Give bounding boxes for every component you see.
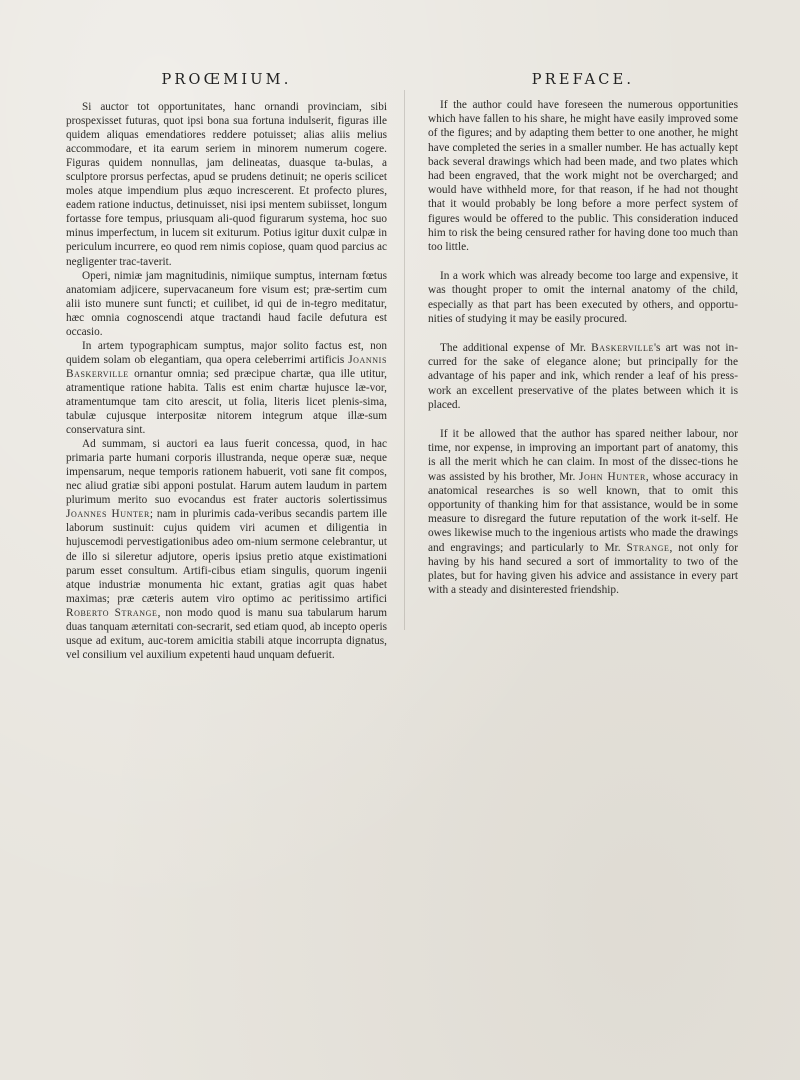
- english-p4-name-hunter: John Hunter: [579, 470, 646, 483]
- english-paragraph-3: [428, 341, 738, 412]
- latin-paragraph-3: [66, 339, 387, 437]
- latin-title: PROŒMIUM.: [161, 72, 292, 88]
- english-p3-name-baskerville: Baskerville: [591, 342, 654, 355]
- english-paragraph-4: [428, 427, 738, 597]
- latin-p4-name-strange: Roberto Strange: [66, 606, 158, 619]
- latin-p3-text-b: ornantur omnia; sed præcipue chartæ, qua ille utitur, atramentique ratione habita. Talis est enim chartæ hujusce læ-vor, atramentumque tam cito arescit, ut folia, literis licet plenis-sima, tabulæ cujusque interpositæ nitorem integrum atque illæ-sum conservatura sint.: [66, 367, 387, 437]
- column-divider: [404, 90, 405, 630]
- latin-p3-name-baskerville: Joannis Baskerville: [66, 353, 387, 380]
- latin-p4-text-b: ; nam in plurimis cada-veribus secandis partem ille laborum sustinuit: cujus quidem viri acumen et diligentia in hujuscemodi pervestigationibus adeo om-nium sermone celebrantur, ut de illo si sileretur adjutore, operis ipsius pretio atque existimationi parum esset consultum. Artifi-cibus etiam singulis, quorum ingenii atque industriæ monumenta hic extant, gratias agit quas habet maximas; præ cæteris autem viro optimo ac peritissimo artifici: [66, 508, 388, 605]
- english-paragraph-1: If the author could have foreseen the numerous opportunities which have fallen to his share, he might have easily improved some of the figures; and by adapting them better to one another, he might have completed the series in a smaller number. He has actually kept back several drawings which had been made, and two plates which had been engraved, that the work might not be overcharged; and would have withheld more, for that reason, if he had not thought that it would probably be long before a more perfect system of figures would be offered to the public. This consideration induced him to risk the being censured rather for having done too much than too little.: [428, 99, 738, 254]
- latin-p3-text-a: In artem typographicam sumptus, major solito factus est, non quidem solam ob elegantiam, qua opera celeberrimi artificis: [66, 339, 387, 366]
- english-p3-text-a: The additional expense of Mr.: [440, 342, 592, 355]
- latin-p4-text-c: , non modo quod is manu sua tabularum harum duas tanquam æternitati con-secrarit, sed etiam quod, ab incepto operis usque ad exitum, auc-torem amicitia stabili atque incorrupta dignatus, vel consilium vel auxilium expetenti haud unquam defuerit.: [66, 606, 387, 661]
- latin-paragraph-2: Operi, nimiæ jam magnitudinis, nimiique sumptus, internam fœtus anatomiam adjicere, supervacaneum fore visum est; præ-sertim cum alii isto munere sunt functi; et cuilibet, id qui de in-tegro meditatur, hæc omnia cognoscendi atque tractandi haud facile defutura est occasio.: [66, 269, 387, 338]
- english-p4-name-strange: Strange: [626, 541, 670, 554]
- english-p4-text-b: , whose accuracy in anatomical researches is so well known, that to omit this opportunity of thanking him for that assistance, would be in some measure to disregard the future reputation of the work it-self. He owes likewise much to the ingenious artists who made the drawings and engravings; and particularly to Mr.: [428, 470, 738, 554]
- english-column: [428, 72, 738, 613]
- english-p4-text-c: , not only for having by his hand secured a sort of immortality to two of the plates, but for having given his advice and assistance in every part with a steady and disinterested friendship.: [428, 541, 738, 597]
- english-title: PREFACE.: [531, 72, 635, 88]
- latin-column: [66, 72, 387, 662]
- english-p3-text-b: 's art was not in-curred for the sake of elegance alone; but principally for the advantage of his paper and ink, which render a leaf of his press-work an excellent preservative of the plates between which it is placed.: [428, 342, 738, 411]
- latin-paragraph-1: Si auctor tot opportunitates, hanc ornandi provinciam, sibi prospexisset futuras, quot ipsi bona sua fortuna indulserit, figuras ille quidem aliquas emendatiores reddere potuisset; alias aliis melius accommodare, et ita earum seriem in minorem numerum cogere. Figuras quidem nonnullas, jam delineatas, duasque ta-bulas, a sculptore prorsus perfectas, apud se prudens detinuit; ne operis scilicet moles atque impendium plus æquo increscerent. Et profecto plures, eadem ratione inductus, detinuisset, nisi ipsi mentem subiisset, longum fortasse fore tempus, priusquam ali-quod figurarum systema, hoc suo minus imperfectum, in lucem sit exiturum. Potius igitur duxit culpæ in periculum incurrere, eo quod rem nimis copiose, quam quod parcius ac negligenter trac-taverit.: [66, 101, 387, 268]
- english-p4-text-a: If it be allowed that the author has spared neither labour, nor time, nor expense, in improving an important part of anatomy, this is all the merit which he can claim. In most of the dissec-tions he was assisted by his brother, Mr.: [428, 428, 738, 483]
- latin-paragraph-4: [66, 437, 387, 662]
- latin-p4-text-a: Ad summam, si auctori ea laus fuerit concessa, quod, in hac primaria parte humani corporis illustranda, neque operæ suæ, neque impensarum, neque temporis rationem habuerit, voti sane fit compos, nec aliud gratiæ sibi apponi postulat. Harum autem laudum in partem plurimum merito suo evocandus est frater auctoris solertissimus: [66, 438, 387, 507]
- english-paragraph-2: In a work which was already become too large and expensive, it was thought proper to omit the internal anatomy of the child, especially as that part has been executed by others, and opportu-nities of studying it may be easily procured.: [428, 270, 738, 325]
- latin-p4-name-hunter: Joannes Hunter: [66, 508, 150, 521]
